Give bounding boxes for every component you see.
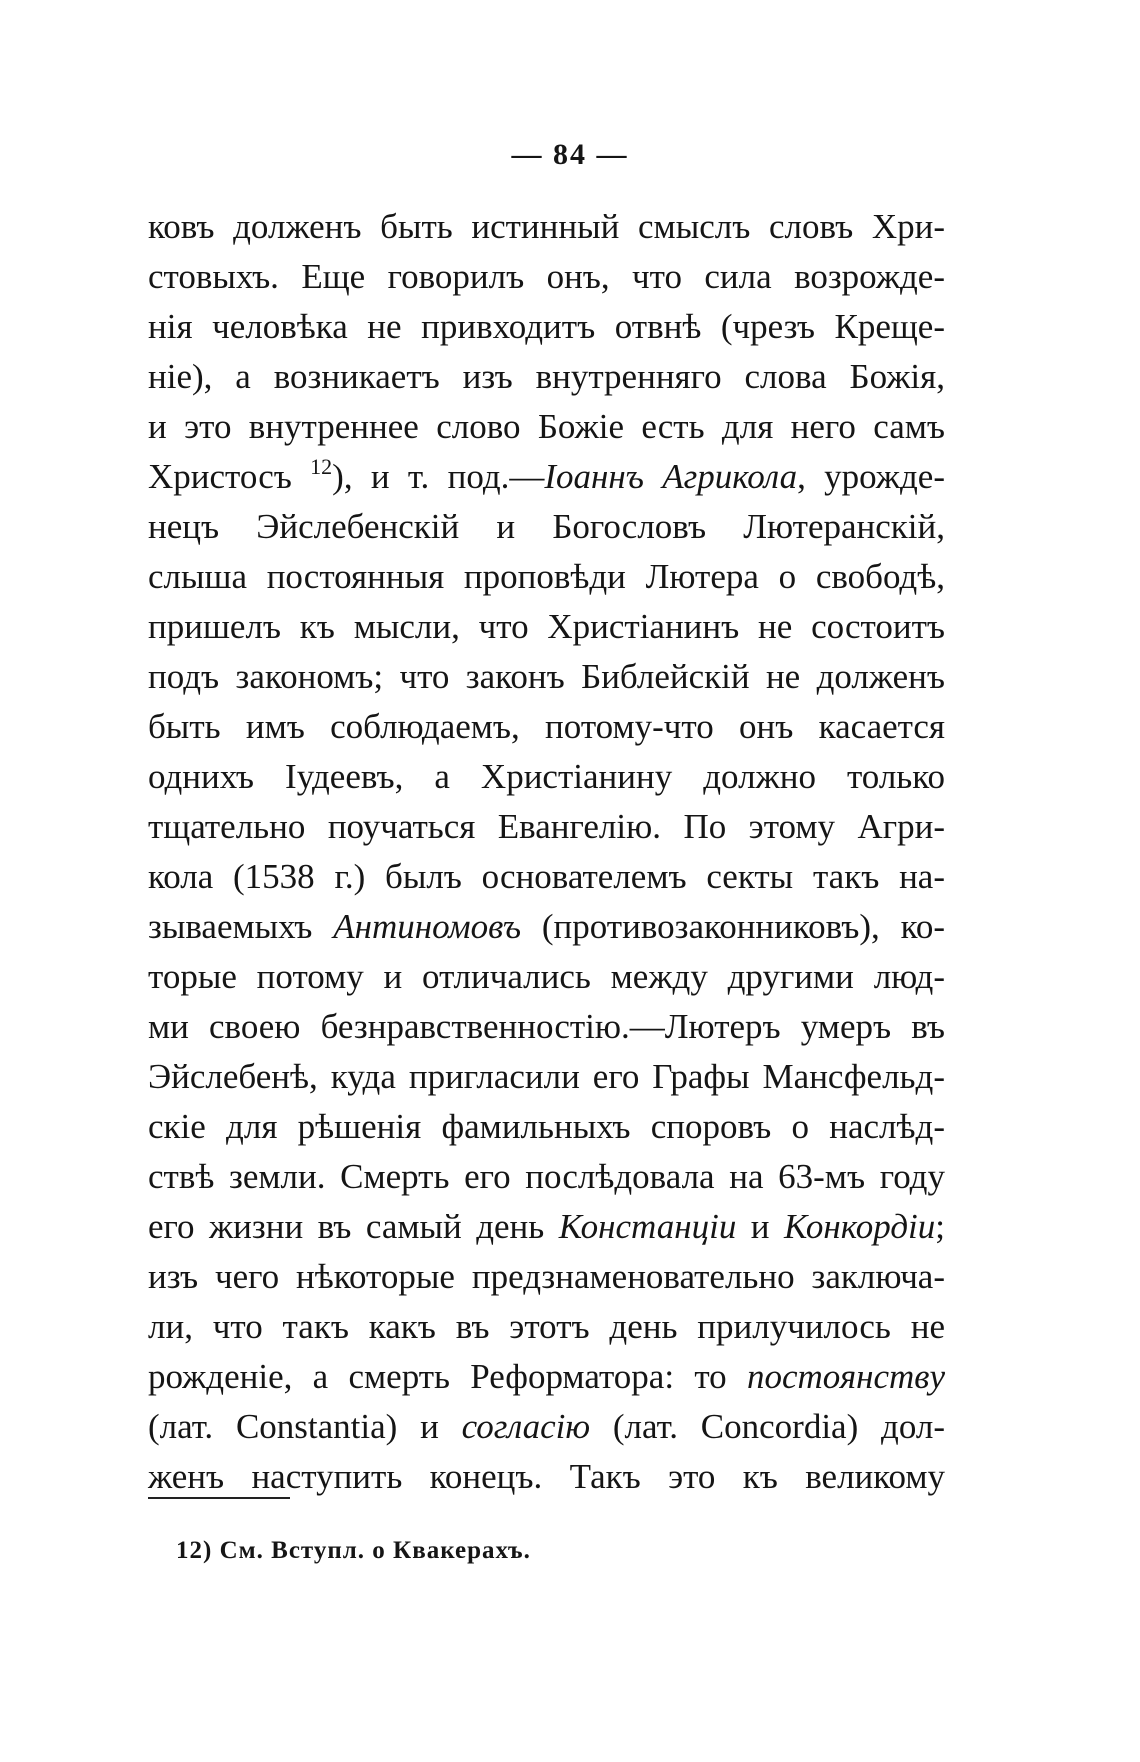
text-line: ми своею безнравственностію.—Лютеръ умеръ въ <box>148 1007 945 1046</box>
text-segment: ; <box>935 1207 945 1246</box>
footnote-reference: 12 <box>310 454 333 479</box>
text-segment: (лат. Constantia) и <box>148 1407 462 1446</box>
text-segment: ), и т. под.— <box>332 457 545 496</box>
text-line: изъ чего нѣкоторые предзнаменовательно заключа- <box>148 1257 945 1296</box>
text-line <box>148 1352 945 1402</box>
page-number: — 84 — <box>511 138 629 171</box>
italic-term: согласію <box>461 1407 591 1446</box>
text-line: ствѣ земли. Смерть его послѣдовала на 63-мъ году <box>148 1157 945 1196</box>
italic-term: Антиномовъ <box>333 907 522 946</box>
text-segment: (противозаконниковъ), ко- <box>521 907 945 946</box>
text-line: торые потому и отличались между другими люд- <box>148 957 945 996</box>
text-segment: , урожде- <box>797 457 945 496</box>
italic-name: Констанціи <box>558 1207 737 1246</box>
text-line: скіе для рѣшенія фамильныхъ споровъ о наслѣд- <box>148 1107 945 1146</box>
text-line: нія человѣка не привходитъ отвнѣ (чрезъ Креще- <box>148 307 945 346</box>
text-segment: Христосъ <box>148 457 311 496</box>
text-line <box>148 1402 945 1452</box>
text-line: ковъ долженъ быть истинный смыслъ словъ Хри- <box>148 207 945 246</box>
footnote: 12) См. Вступл. о Квакерахъ. <box>176 1537 531 1564</box>
text-segment: зываемыхъ <box>148 907 334 946</box>
text-line <box>148 1202 945 1252</box>
text-line <box>148 452 945 502</box>
text-segment: и <box>736 1207 784 1246</box>
text-line: быть имъ соблюдаемъ, потому-что онъ касается <box>148 707 945 746</box>
body-text <box>148 202 945 1502</box>
text-line: Эйслебенѣ, куда пригласили его Графы Мансфельд- <box>148 1057 945 1096</box>
text-line: кола (1538 г.) былъ основателемъ секты такъ на- <box>148 857 945 896</box>
text-segment: рожденіе, а смерть Реформатора: то <box>148 1357 747 1396</box>
text-line: тщательно поучаться Евангелію. По этому Агри- <box>148 807 945 846</box>
text-segment: (лат. Concordia) дол- <box>590 1407 945 1446</box>
text-line: подъ закономъ; что законъ Библейскій не долженъ <box>148 657 945 696</box>
italic-name: Іоаннъ Агрикола <box>544 457 798 496</box>
footnote-divider <box>148 1497 290 1499</box>
text-line: однихъ Іудеевъ, а Христіанину должно только <box>148 757 945 796</box>
text-segment: его жизни въ самый день <box>148 1207 559 1246</box>
text-line: ніе), а возникаетъ изъ внутренняго слова Божія, <box>148 357 945 396</box>
text-line: ли, что такъ какъ въ этотъ день прилучилось не <box>148 1307 945 1346</box>
text-line: пришелъ къ мысли, что Христіанинъ не состоитъ <box>148 607 945 646</box>
text-line: слыша постоянныя проповѣди Лютера о свободѣ, <box>148 557 945 596</box>
italic-term: постоянству <box>746 1357 945 1396</box>
italic-name: Конкордіи <box>783 1207 936 1246</box>
text-line: и это внутреннее слово Божіе есть для него самъ <box>148 407 945 446</box>
text-line: стовыхъ. Еще говорилъ онъ, что сила возрожде- <box>148 257 945 296</box>
text-line: нецъ Эйслебенскій и Богословъ Лютеранскій, <box>148 507 945 546</box>
text-line <box>148 902 945 952</box>
text-line: женъ наступить конецъ. Такъ это къ великому <box>148 1457 945 1496</box>
